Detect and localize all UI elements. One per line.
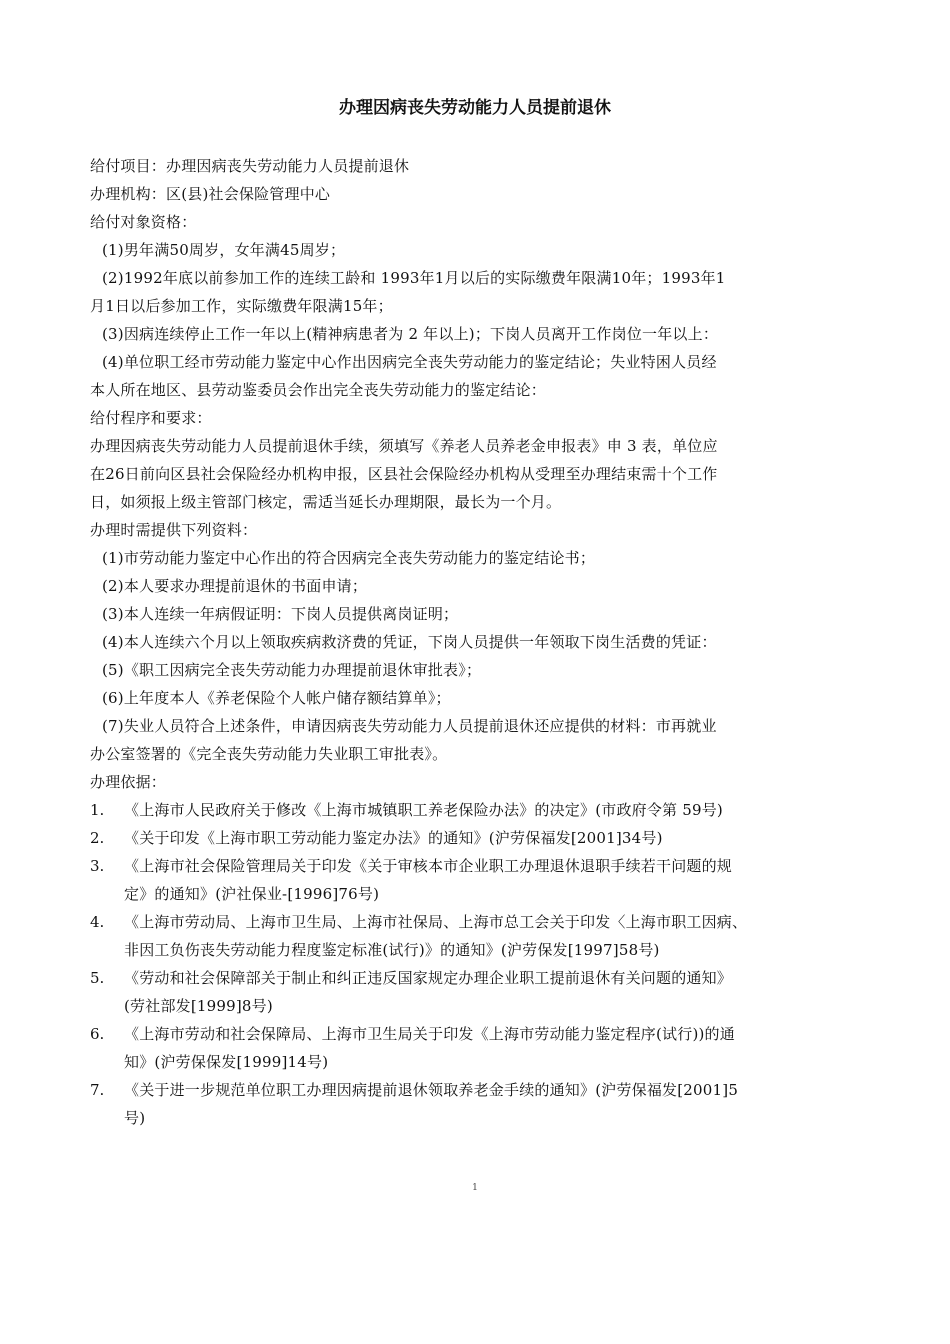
reference-item — [90, 964, 860, 1020]
reference-item — [90, 1076, 860, 1132]
reference-text-line: (劳社部发[1999]8号) — [124, 997, 273, 1015]
procedure-paragraph-line: 办理因病丧失劳动能力人员提前退休手续，须填写《养老人员养老金申报表》申 3 表，单位应 — [90, 437, 718, 455]
text-line-item: 给付项目：办理因病丧失劳动能力人员提前退休 — [90, 157, 410, 175]
section-heading-eligibility: 给付对象资格： — [90, 213, 197, 231]
section-heading-materials: 办理时需提供下列资料： — [90, 521, 258, 539]
eligibility-item: (2)1992年底以前参加工作的连续工龄和 1993年1月以后的实际缴费年限满10年；1993年1 — [102, 269, 726, 287]
document-title: 办理因病丧失劳动能力人员提前退休 — [339, 98, 611, 118]
reference-item — [90, 1020, 860, 1076]
eligibility-item: (3)因病连续停止工作一年以上(精神病患者为 2 年以上)；下岗人员离开工作岗位一年以上： — [102, 325, 719, 343]
reference-number: 3. — [90, 857, 105, 875]
section-heading-procedure: 给付程序和要求： — [90, 409, 212, 427]
material-item: (1)市劳动能力鉴定中心作出的符合因病完全丧失劳动能力的鉴定结论书； — [102, 549, 596, 567]
reference-text-line: 非因工负伤丧失劳动能力程度鉴定标准(试行)》的通知》(沪劳保发[1997]58号) — [124, 941, 660, 959]
reference-number: 2. — [90, 829, 105, 847]
material-item: (2)本人要求办理提前退休的书面申请； — [102, 577, 368, 595]
reference-number: 6. — [90, 1025, 105, 1043]
reference-text-line: 《上海市人民政府关于修改《上海市城镇职工养老保险办法》的决定》(市政府令第 59号) — [124, 801, 723, 819]
eligibility-item: (1)男年满50周岁，女年满45周岁； — [102, 241, 346, 259]
reference-text-line: 知》(沪劳保保发[1999]14号) — [124, 1053, 329, 1071]
reference-item — [90, 796, 860, 824]
reference-text-line: 《上海市社会保险管理局关于印发《关于审核本市企业职工办理退休退职手续若干问题的规 — [124, 857, 733, 875]
procedure-paragraph-line: 在26日前向区县社会保险经办机构申报，区县社会保险经办机构从受理至办理结束需十个工作 — [90, 465, 718, 483]
reference-number: 1. — [90, 801, 105, 819]
section-heading-basis: 办理依据： — [90, 773, 167, 791]
reference-number: 4. — [90, 913, 105, 931]
reference-text-line: 定》的通知》(沪社保业-[1996]76号) — [124, 885, 380, 903]
procedure-paragraph-line: 日，如须报上级主管部门核定，需适当延长办理期限，最长为一个月。 — [90, 493, 562, 511]
reference-item — [90, 824, 860, 852]
material-item: (7)失业人员符合上述条件，申请因病丧失劳动能力人员提前退休还应提供的材料：市再就业 — [102, 717, 717, 735]
eligibility-item-continued: 月1日以后参加工作，实际缴费年限满15年； — [90, 297, 393, 315]
reference-number: 7. — [90, 1081, 105, 1099]
reference-text-line: 《关于进一步规范单位职工办理因病提前退休领取养老金手续的通知》(沪劳保福发[2001]5 — [124, 1081, 739, 1099]
material-item: (3)本人连续一年病假证明：下岗人员提供离岗证明； — [102, 605, 459, 623]
material-item: (5)《职工因病完全丧失劳动能力办理提前退休审批表》； — [102, 661, 482, 679]
reference-text-line: 《劳动和社会保障部关于制止和纠正违反国家规定办理企业职工提前退休有关问题的通知》 — [124, 969, 733, 987]
material-item: (4)本人连续六个月以上领取疾病救济费的凭证，下岗人员提供一年领取下岗生活费的凭证： — [102, 633, 717, 651]
eligibility-item: (4)单位职工经市劳动能力鉴定中心作出因病完全丧失劳动能力的鉴定结论；失业特困人员经 — [102, 353, 717, 371]
page-number: 1 — [472, 1183, 478, 1193]
text-line-agency: 办理机构：区(县)社会保险管理中心 — [90, 185, 331, 203]
reference-text-line: 《上海市劳动局、上海市卫生局、上海市社保局、上海市总工会关于印发〈上海市职工因病、 — [124, 913, 748, 931]
reference-text-line: 《上海市劳动和社会保障局、上海市卫生局关于印发《上海市劳动能力鉴定程序(试行))的通 — [124, 1025, 735, 1043]
material-item: (6)上年度本人《养老保险个人帐户储存额结算单》； — [102, 689, 451, 707]
reference-text-line: 《关于印发《上海市职工劳动能力鉴定办法》的通知》(沪劳保福发[2001]34号) — [124, 829, 663, 847]
eligibility-item-continued: 本人所在地区、县劳动鉴委员会作出完全丧失劳动能力的鉴定结论： — [90, 381, 547, 399]
reference-item — [90, 908, 860, 964]
reference-number: 5. — [90, 969, 105, 987]
material-item-continued: 办公室签署的《完全丧失劳动能力失业职工审批表》。 — [90, 745, 448, 763]
reference-item — [90, 852, 860, 908]
reference-text-line: 号) — [124, 1109, 146, 1127]
document-body — [90, 152, 860, 1132]
